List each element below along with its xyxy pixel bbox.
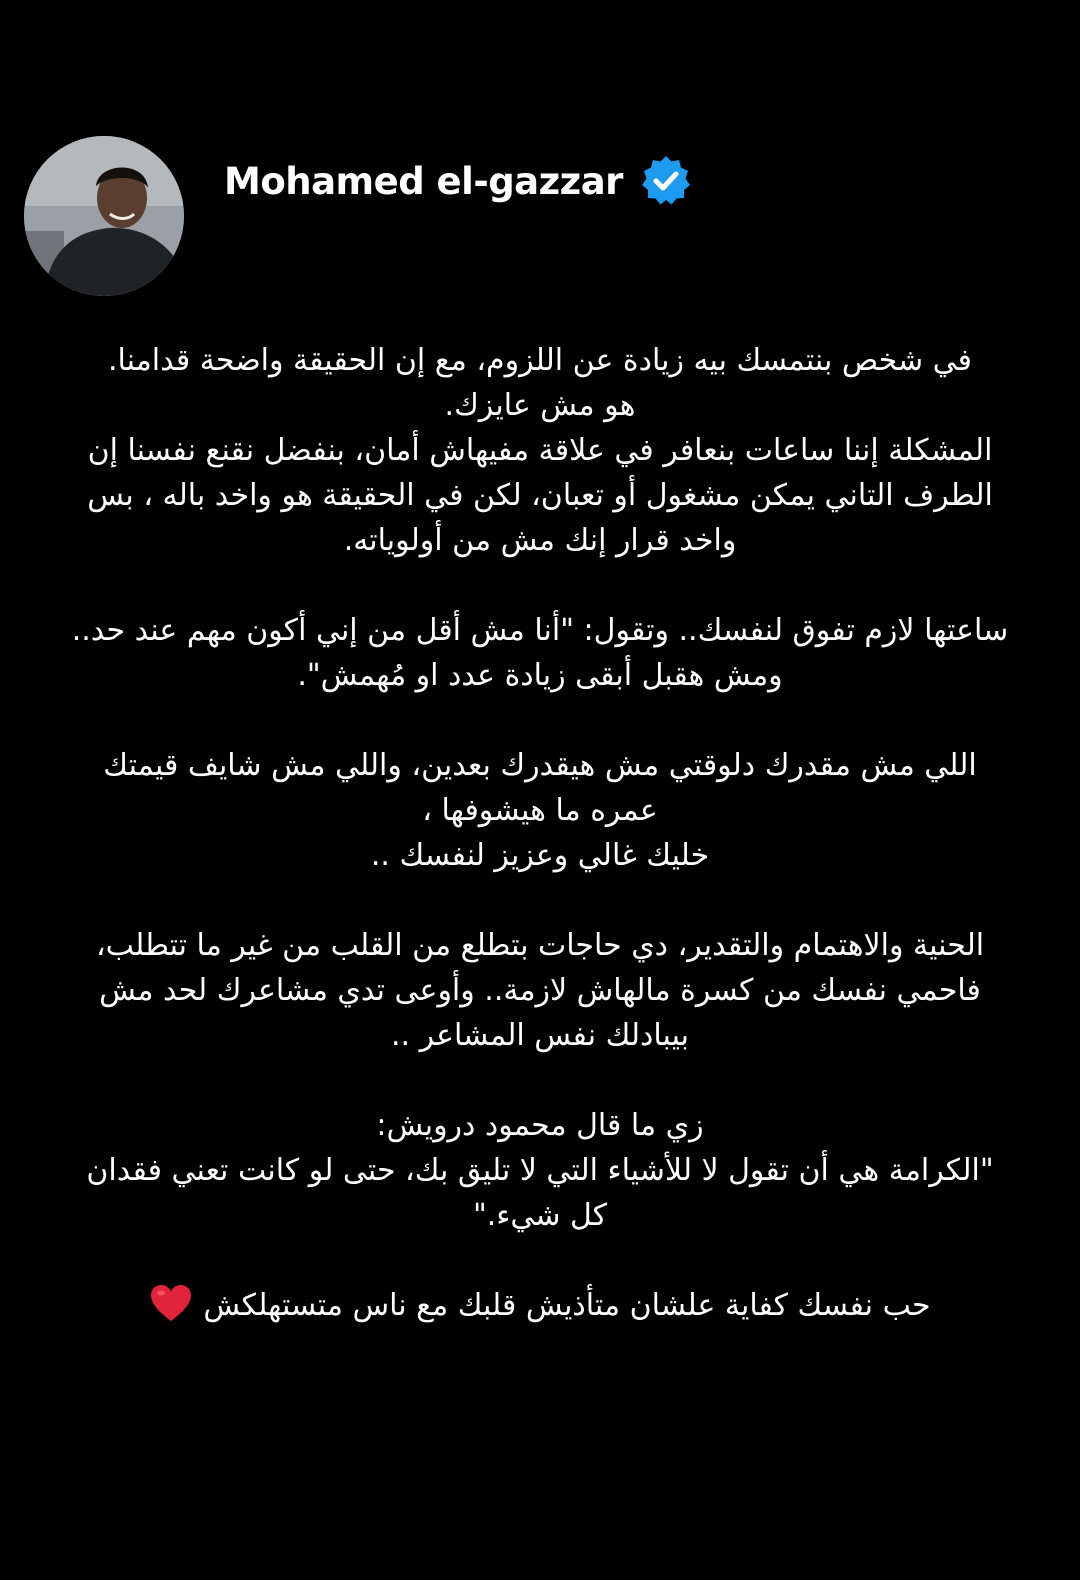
closing-line: حب نفسك كفاية علشان متأذيش قلبك مع ناس متستهلكش	[203, 1288, 931, 1323]
post-paragraph-5: زي ما قال محمود درويش: "الكرامة هي أن تقول لا للأشياء التي لا تليق بك، حتى لو كانت تعني فقدان كل شيء."	[86, 1108, 994, 1233]
post-body	[70, 338, 1010, 1328]
post-paragraph-3: اللي مش مقدرك دلوقتي مش هيقدرك بعدين، واللي مش شايف قيمتك عمره ما هيشوفها ، خليك غالي وعزيز لنفسك ..	[103, 748, 977, 873]
post-paragraph-2: ساعتها لازم تفوق لنفسك.. وتقول: "أنا مش أقل من إني أكون مهم عند حد.. ومش هقبل أبقى زيادة عدد او مُهمش".	[71, 613, 1009, 693]
verified-badge-icon	[639, 154, 693, 208]
post-header	[24, 136, 693, 296]
post-paragraph-4: الحنية والاهتمام والتقدير، دي حاجات بتطلع من القلب من غير ما تتطلب، فاحمي نفسك من كسرة مالهاش لازمة.. وأوعى تدي مشاعرك لحد مش بيبادلك نفس المشاعر ..	[95, 928, 985, 1053]
author-name[interactable]: Mohamed el-gazzar	[224, 159, 623, 203]
avatar-photo	[24, 136, 184, 296]
author-name-row	[224, 154, 693, 208]
red-heart-icon	[149, 1283, 193, 1323]
post-paragraph-1: في شخص بنتمسك بيه زيادة عن اللزوم، مع إن الحقيقة واضحة قدامنا. هو مش عايزك. المشكلة إننا ساعات بنعافر في علاقة مفيهاش أمان، بنفضل نقنع نفسنا إن الطرف التاني يمكن مشغول أو تعبان، لكن في الحقيقة هو واخد باله ، بس واخد قرار إنك مش من أولوياته.	[87, 343, 993, 558]
post-paragraph-6	[70, 1283, 1010, 1328]
author-avatar[interactable]	[24, 136, 184, 296]
